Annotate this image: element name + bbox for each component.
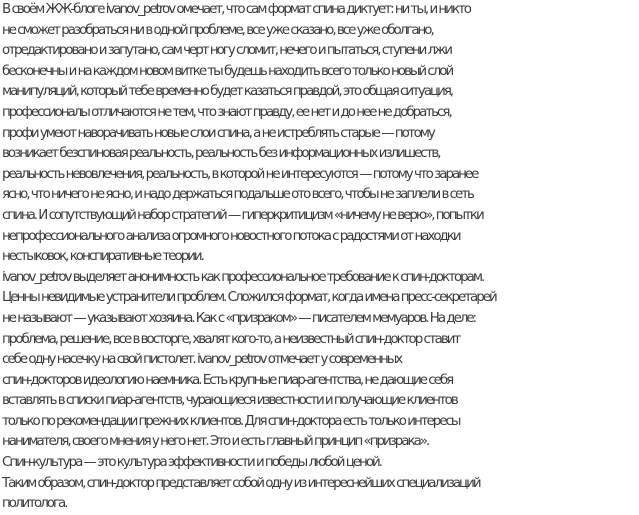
text-line: спина. И сопутствующий набор стратегий — гиперкритицизм «ничему не верю», попытки	[2, 207, 483, 223]
article-body	[2, 0, 639, 515]
text-line: ясно, что ничего не ясно, и надо держаться подальше ото всего, чтобы не заплели в сеть	[2, 187, 473, 203]
text-line: нанимателя, своего мнения у него нет. Это и есть главный принцип «призрака».	[2, 434, 429, 450]
text-line: профи умеют наворачивать новые слои спина, а не истреблять старые — потому	[2, 125, 434, 141]
text-line: профессионалы отличаются не тем, что знают правду, ее нет и до нее не добраться,	[2, 104, 451, 120]
text-line: не сможет разобраться ни в одной проблеме, все уже сказано, все уже оболгано,	[2, 22, 433, 38]
text-line: только по рекомендации прежних клиентов. Для спин-доктора есть только интересы	[2, 413, 460, 429]
text-line: спин-докторов идеологию наемника. Есть крупные пиар-агентства, не дающие себя	[2, 372, 453, 388]
text-line: отредактировано и запутано, сам черт ногу сломит, нечего и пытаться, ступени лжи	[2, 43, 451, 59]
text-line: не называют — указывают хозяина. Как с «призраком» — писателем мемуаров. На деле:	[2, 310, 476, 326]
text-line: Таким образом, спин-доктор представляет собой одну из интереснейших специализаций	[2, 475, 480, 491]
text-line: реальность невовлечения, реальность, в которой не интересуются — потому что заранее	[2, 166, 478, 182]
text-line: ivanov_petrov выделяет анонимность как профессиональное требование к спин-докторам.	[2, 269, 484, 285]
text-line: В своём ЖЖ-блоге ivanov_petrov омечает, что сам формат спина диктует: ни ты, и никто	[2, 2, 470, 17]
text-line: возникает безспиновая реальность, реальность без информационных излишеств,	[2, 146, 440, 162]
text-line: себе одну насечку на свой пистолет. ivanov_petrov отмечает у современных	[2, 352, 402, 368]
text-line: Спин-культура — это культура эффективности и победы любой ценой.	[2, 455, 381, 471]
text-line: проблема, решение, все в восторге, хвалят кого-то, а неизвестный спин-доктор ставит	[2, 331, 460, 347]
text-line: политолога.	[2, 496, 67, 512]
text-line: вставлять в списки пиар-агентств, чурающиеся известности и получающие клиентов	[2, 393, 457, 409]
text-line: бесконечны и на каждом новом витке ты будешь находить всего только новый слой	[2, 63, 453, 79]
text-line: Ценны невидимые устранители проблем. Сложился формат, когда имена пресс-секретарей	[2, 290, 496, 306]
text-line: нестыковок, конспиративные теории.	[2, 249, 203, 265]
text-line: манипуляций, который тебе временно будет казаться правдой, это общая ситуация,	[2, 84, 453, 100]
text-line: непрофессионального анализа огромного новостного потока с радостями от находки	[2, 228, 460, 244]
